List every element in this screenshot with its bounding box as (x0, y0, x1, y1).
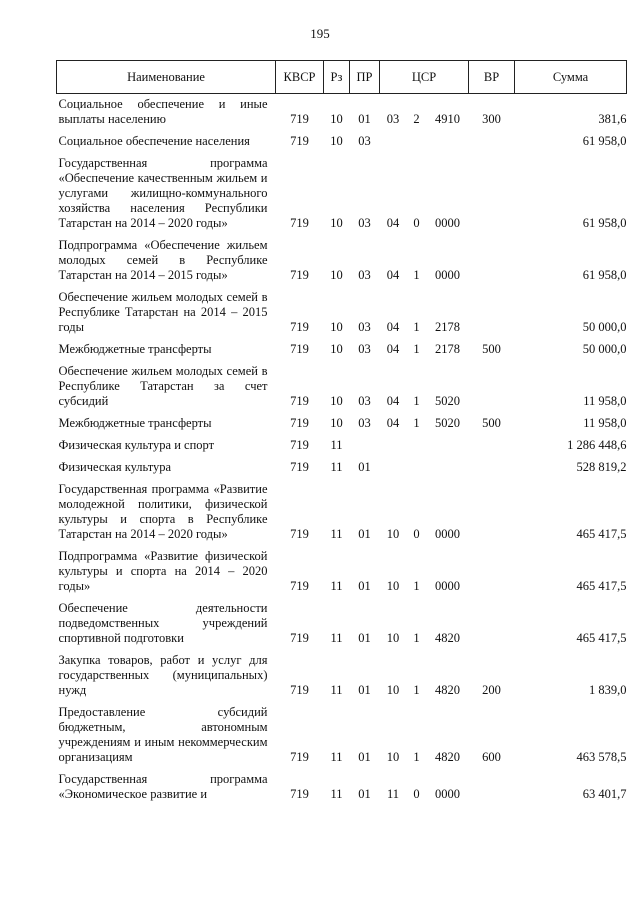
row-csr-part3: 0000 (435, 527, 460, 541)
row-csr-part3: 4820 (435, 683, 460, 697)
row-vr (469, 287, 515, 339)
table-row (57, 702, 627, 769)
row-sum: 463 578,5 (576, 750, 627, 764)
row-csr-part1: 03 (386, 112, 400, 126)
row-sum: 381,6 (598, 112, 627, 126)
row-vr (469, 131, 515, 153)
row-pr: 01 (358, 112, 371, 126)
row-csr-part1 (380, 131, 407, 153)
row-name: Государственная программа «Развитие молодежной политики, физической культуры и спорта в Республике Татарстан на 2014 – 2020 годы» (58, 482, 268, 541)
row-kvsr: 719 (290, 631, 309, 645)
row-csr-part2: 1 (413, 631, 420, 645)
row-name: Подпрограмма «Развитие физической культуры и спорта на 2014 – 2020 годы» (58, 549, 268, 593)
row-csr-part3 (427, 457, 469, 479)
table-row (57, 435, 627, 457)
row-name: Межбюджетные трансферты (58, 416, 212, 430)
row-pr: 01 (358, 527, 371, 541)
table-row (57, 479, 627, 546)
row-sum: 61 958,0 (582, 134, 627, 148)
row-csr-part2: 0 (413, 216, 420, 230)
row-csr-part1: 04 (386, 268, 400, 282)
table-row (57, 94, 627, 132)
row-csr-part1: 10 (386, 683, 400, 697)
row-name: Физическая культура (58, 460, 172, 474)
row-csr-part1: 10 (386, 579, 400, 593)
table-row (57, 361, 627, 413)
row-vr: 500 (482, 416, 501, 430)
row-csr-part2: 1 (413, 416, 420, 430)
row-vr: 600 (482, 750, 501, 764)
row-csr-part2 (407, 435, 427, 457)
row-vr (469, 598, 515, 650)
table-row (57, 650, 627, 702)
header-sum: Сумма (515, 61, 627, 94)
row-sum: 50 000,0 (582, 342, 627, 356)
row-pr: 01 (358, 579, 371, 593)
row-csr-part1 (380, 435, 407, 457)
header-pr: ПР (350, 61, 380, 94)
row-name: Подпрограмма «Обеспечение жильем молодых семей в Республике Татарстан на 2014 – 2015 годы» (58, 238, 268, 282)
row-pr: 03 (358, 320, 371, 334)
row-sum: 465 417,5 (576, 527, 627, 541)
row-pr: 01 (358, 683, 371, 697)
row-csr-part1: 04 (386, 216, 400, 230)
page-number: 195 (310, 26, 330, 41)
header-csr: ЦСР (380, 61, 469, 94)
row-pr: 03 (358, 268, 371, 282)
row-pr: 01 (358, 460, 371, 474)
row-vr (469, 769, 515, 806)
row-sum: 61 958,0 (582, 216, 627, 230)
row-name: Социальное обеспечение населения (58, 134, 250, 148)
row-csr-part1: 10 (386, 750, 400, 764)
row-csr-part2: 2 (413, 112, 420, 126)
row-csr-part2: 1 (413, 268, 420, 282)
row-rz: 10 (330, 342, 343, 356)
row-kvsr: 719 (290, 268, 309, 282)
row-sum: 63 401,7 (582, 787, 627, 801)
row-name: Обеспечение жильем молодых семей в Республике Татарстан за счет субсидий (58, 364, 268, 408)
row-rz: 11 (330, 579, 343, 593)
row-kvsr: 719 (290, 416, 309, 430)
row-vr (469, 153, 515, 235)
row-kvsr: 719 (290, 134, 309, 148)
row-csr-part1: 04 (386, 320, 400, 334)
row-csr-part2 (407, 131, 427, 153)
header-vr: ВР (469, 61, 515, 94)
row-rz: 10 (330, 268, 343, 282)
row-rz: 10 (330, 134, 343, 148)
row-csr-part3: 4910 (435, 112, 460, 126)
table-row (57, 131, 627, 153)
row-sum: 50 000,0 (582, 320, 627, 334)
row-kvsr: 719 (290, 683, 309, 697)
row-pr: 01 (358, 787, 371, 801)
row-name: Обеспечение деятельности подведомственных учреждений спортивной подготовки (58, 601, 268, 645)
row-pr: 03 (358, 134, 371, 148)
row-rz: 11 (330, 460, 343, 474)
row-kvsr: 719 (290, 579, 309, 593)
row-csr-part2: 1 (413, 342, 420, 356)
row-csr-part3: 0000 (435, 268, 460, 282)
row-kvsr: 719 (290, 460, 309, 474)
row-pr: 01 (358, 631, 371, 645)
row-kvsr: 719 (290, 750, 309, 764)
row-csr-part2: 1 (413, 394, 420, 408)
row-sum: 465 417,5 (576, 579, 627, 593)
row-sum: 465 417,5 (576, 631, 627, 645)
row-name: Социальное обеспечение и иные выплаты населению (58, 97, 268, 126)
table-row (57, 287, 627, 339)
row-pr (350, 435, 380, 457)
row-kvsr: 719 (290, 787, 309, 801)
row-csr-part1: 11 (386, 787, 400, 801)
row-kvsr: 719 (290, 527, 309, 541)
row-csr-part1: 04 (386, 416, 400, 430)
row-rz: 11 (330, 787, 343, 801)
row-csr-part3 (427, 131, 469, 153)
row-rz: 10 (330, 112, 343, 126)
row-vr (469, 479, 515, 546)
row-vr (469, 235, 515, 287)
row-kvsr: 719 (290, 216, 309, 230)
table-row (57, 235, 627, 287)
row-csr-part3 (427, 435, 469, 457)
row-csr-part3: 2178 (435, 320, 460, 334)
row-csr-part3: 4820 (435, 631, 460, 645)
row-name: Государственная программа «Экономическое развитие и (58, 772, 268, 801)
row-kvsr: 719 (290, 112, 309, 126)
row-kvsr: 719 (290, 438, 309, 452)
row-csr-part3: 5020 (435, 394, 460, 408)
row-pr: 01 (358, 750, 371, 764)
budget-table (56, 60, 627, 806)
row-csr-part3: 0000 (435, 579, 460, 593)
row-pr: 03 (358, 394, 371, 408)
row-vr (469, 457, 515, 479)
row-csr-part2: 1 (413, 683, 420, 697)
row-name: Межбюджетные трансферты (58, 342, 212, 356)
header-name: Наименование (57, 61, 276, 94)
row-csr-part2: 0 (413, 787, 420, 801)
row-csr-part2: 1 (413, 579, 420, 593)
table-row (57, 457, 627, 479)
table-header (57, 61, 627, 94)
row-sum: 11 958,0 (583, 394, 627, 408)
table-row (57, 413, 627, 435)
table-row (57, 339, 627, 361)
row-csr-part2: 0 (413, 527, 420, 541)
row-csr-part3: 4820 (435, 750, 460, 764)
header-rz: Рз (324, 61, 350, 94)
row-csr-part3: 0000 (435, 216, 460, 230)
row-name: Государственная программа «Обеспечение качественным жильем и услугами жилищно-коммунального хозяйства населения Республики Татарстан на 2014 – 2020 годы» (58, 156, 268, 230)
row-sum: 528 819,2 (576, 460, 627, 474)
row-sum: 1 839,0 (589, 683, 627, 697)
table-row (57, 769, 627, 806)
row-sum: 1 286 448,6 (567, 438, 627, 452)
row-csr-part2 (407, 457, 427, 479)
row-csr-part3: 0000 (435, 787, 460, 801)
row-vr (469, 546, 515, 598)
row-csr-part2: 1 (413, 320, 420, 334)
row-vr (469, 435, 515, 457)
row-pr: 03 (358, 342, 371, 356)
row-rz: 10 (330, 394, 343, 408)
row-rz: 11 (330, 750, 343, 764)
row-csr-part2: 1 (413, 750, 420, 764)
row-vr: 300 (482, 112, 501, 126)
row-name: Закупка товаров, работ и услуг для государственных (муниципальных) нужд (58, 653, 268, 697)
row-sum: 11 958,0 (583, 416, 627, 430)
row-vr (469, 361, 515, 413)
row-sum: 61 958,0 (582, 268, 627, 282)
row-kvsr: 719 (290, 394, 309, 408)
row-vr: 200 (482, 683, 501, 697)
row-rz: 11 (330, 631, 343, 645)
row-rz: 11 (330, 527, 343, 541)
row-name: Обеспечение жильем молодых семей в Республике Татарстан на 2014 – 2015 годы (58, 290, 268, 334)
row-csr-part1: 04 (386, 342, 400, 356)
row-csr-part3: 2178 (435, 342, 460, 356)
row-csr-part1: 10 (386, 527, 400, 541)
row-rz: 10 (330, 320, 343, 334)
table-row (57, 153, 627, 235)
row-csr-part1: 10 (386, 631, 400, 645)
row-rz: 11 (330, 438, 343, 452)
table-body (57, 94, 627, 807)
row-pr: 03 (358, 416, 371, 430)
header-kvsr: КВСР (276, 61, 324, 94)
row-csr-part1: 04 (386, 394, 400, 408)
table-row (57, 546, 627, 598)
row-kvsr: 719 (290, 320, 309, 334)
row-rz: 11 (330, 683, 343, 697)
row-vr: 500 (482, 342, 501, 356)
row-name: Предоставление субсидий бюджетным, автономным учреждениям и иным некоммерческим организациям (58, 705, 268, 764)
row-rz: 10 (330, 416, 343, 430)
row-csr-part3: 5020 (435, 416, 460, 430)
row-name: Физическая культура и спорт (58, 438, 215, 452)
row-rz: 10 (330, 216, 343, 230)
table-row (57, 598, 627, 650)
row-pr: 03 (358, 216, 371, 230)
row-csr-part1 (380, 457, 407, 479)
row-kvsr: 719 (290, 342, 309, 356)
